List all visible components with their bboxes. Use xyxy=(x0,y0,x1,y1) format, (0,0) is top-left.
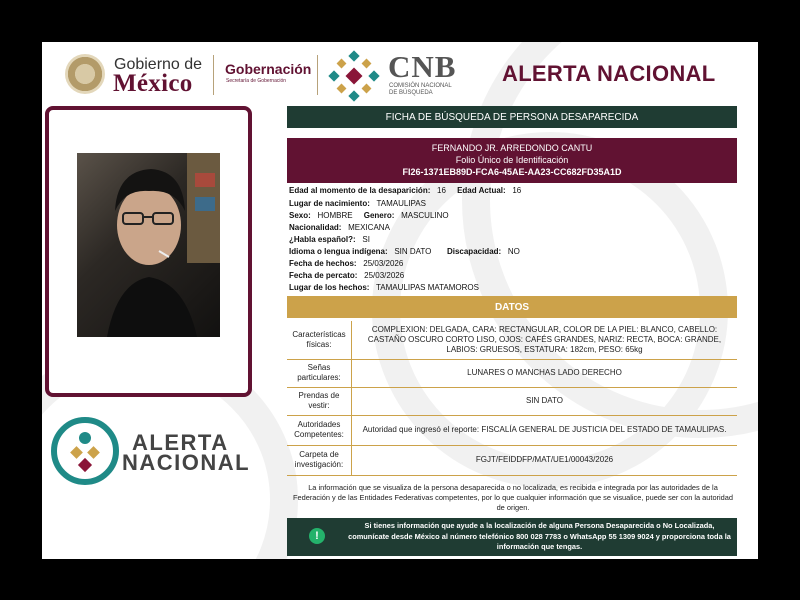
mexico-seal-icon xyxy=(65,54,105,94)
fecha-percato-label: Fecha de percato: xyxy=(289,271,358,280)
gobernacion-label: Gobernación xyxy=(225,61,312,77)
whatsapp-icon: ! xyxy=(309,528,325,544)
info-sexo-row xyxy=(289,211,449,220)
fecha-percato-value: 25/03/2026 xyxy=(364,271,405,280)
genero-label: Genero: xyxy=(363,211,395,220)
disclaimer-text: La información que se visualiza de la persona desaparecida o no localizada, es recibida e integrada por las autoridades de la Federación y de las Entidades Federativas competentes, por lo que cualquier información que se visualice, puede ser con la autoridad de origen. xyxy=(292,483,733,512)
info-nacimiento-row xyxy=(289,199,426,208)
person-name-box xyxy=(287,138,737,183)
person-silhouette xyxy=(77,153,220,337)
header-divider xyxy=(317,55,318,95)
datos-header: DATOS xyxy=(287,296,737,318)
info-idioma-row xyxy=(289,247,520,256)
sexo-label: Sexo: xyxy=(289,211,311,220)
person-name: FERNANDO JR. ARREDONDO CANTU xyxy=(431,143,593,153)
idioma-value: SIN DATO xyxy=(394,247,432,256)
row-value: FGJT/FEIDDFP/MAT/UE1/00043/2026 xyxy=(352,445,738,475)
idioma-label: Idioma o lengua indígena: xyxy=(289,247,388,256)
row-label: Autoridades Competentes: xyxy=(287,415,352,445)
table-row xyxy=(287,359,737,387)
edad-desaparicion-value: 16 xyxy=(437,186,446,195)
edad-actual-value: 16 xyxy=(512,186,522,195)
lugar-hechos-label: Lugar de los hechos: xyxy=(289,283,370,292)
nacionalidad-value: MEXICANA xyxy=(348,223,390,232)
info-lugar-hechos-row xyxy=(289,283,479,292)
sexo-value: HOMBRE xyxy=(317,211,353,220)
discapacidad-value: NO xyxy=(507,247,520,256)
contact-text: Si tienes información que ayude a la localización de alguna Persona Desaparecida o No Localizada, comunícate desde México al número telefónico 800 028 7783 o WhatsApp 55 1309 9024 y proporciona toda la información que tengas. xyxy=(348,521,731,551)
genero-value: MASCULINO xyxy=(401,211,449,220)
nacionalidad-label: Nacionalidad: xyxy=(289,223,342,232)
row-value: Autoridad que ingresó el reporte: FISCALÍA GENERAL DE JUSTICIA DEL ESTADO DE TAMAULIPAS. xyxy=(352,415,738,445)
alerta-nacional-title: ALERTA NACIONAL xyxy=(502,61,716,86)
folio-label: Folio Único de Identificación xyxy=(455,155,569,165)
header-divider xyxy=(213,55,214,95)
cnb-logo-icon xyxy=(328,50,380,102)
logo-nacional-label: NACIONAL xyxy=(122,450,251,475)
person-photo xyxy=(77,153,220,337)
cnb-subtitle-line2: DE BÚSQUEDA xyxy=(389,90,433,96)
gobierno-de-label: Gobierno de xyxy=(114,56,203,73)
ficha-title-bar: FICHA DE BÚSQUEDA DE PERSONA DESAPARECIDA xyxy=(287,106,737,128)
row-label: Carpeta de investigación: xyxy=(287,445,352,475)
info-fecha-hechos-row xyxy=(289,259,403,268)
edad-actual-label: Edad Actual: xyxy=(457,186,506,195)
row-label: Características físicas: xyxy=(287,321,352,359)
table-row xyxy=(287,321,737,359)
table-row xyxy=(287,387,737,415)
datos-table xyxy=(287,321,737,476)
gobernacion-sublabel: Secretaría de Gobernación xyxy=(226,78,287,84)
cnb-title: CNB xyxy=(388,49,457,84)
row-label: Señas particulares: xyxy=(287,359,352,387)
table-row xyxy=(287,415,737,445)
habla-espanol-value: SI xyxy=(362,235,370,244)
logo-alerta-label: ALERTA xyxy=(132,430,229,455)
edad-desaparicion-label: Edad al momento de la desaparición: xyxy=(289,186,431,195)
row-value: COMPLEXION: DELGADA, CARA: RECTANGULAR, COLOR DE LA PIEL: BLANCO, CABELLO: CASTAÑO OSCURO CORTO LISO, OJOS: CAFÉS GRANDES, NARIZ: RECTA, BOCA: GRANDE, LABIOS: GRUESOS, ESTATURA: 182cm, PESO: 65kg xyxy=(352,321,738,359)
info-edad-row xyxy=(289,186,521,195)
row-label: Prendas de vestir: xyxy=(287,387,352,415)
alerta-nacional-logo-icon xyxy=(50,416,120,486)
lugar-hechos-value: TAMAULIPAS MATAMOROS xyxy=(376,283,479,292)
habla-espanol-label: ¿Habla español?: xyxy=(289,235,356,244)
info-nacionalidad-row xyxy=(289,223,390,232)
lugar-nacimiento-label: Lugar de nacimiento: xyxy=(289,199,370,208)
mexico-label: México xyxy=(113,70,193,97)
lugar-nacimiento-value: TAMAULIPAS xyxy=(376,199,426,208)
fecha-hechos-label: Fecha de hechos: xyxy=(289,259,357,268)
info-espanol-row xyxy=(289,235,370,244)
row-value: SIN DATO xyxy=(352,387,738,415)
info-fecha-percato-row xyxy=(289,271,404,280)
folio-value: FI26-1371EB89D-FCA6-45AE-AA23-CC682FD35A1D xyxy=(402,167,622,177)
discapacidad-label: Discapacidad: xyxy=(446,247,502,256)
row-value: LUNARES O MANCHAS LADO DERECHO xyxy=(352,359,738,387)
cnb-subtitle xyxy=(389,83,452,97)
cnb-subtitle-line1: COMISIÓN NACIONAL xyxy=(389,83,452,89)
table-row xyxy=(287,445,737,475)
ficha-sheet xyxy=(42,42,758,559)
contact-banner xyxy=(287,518,737,556)
fecha-hechos-value: 25/03/2026 xyxy=(363,259,404,268)
